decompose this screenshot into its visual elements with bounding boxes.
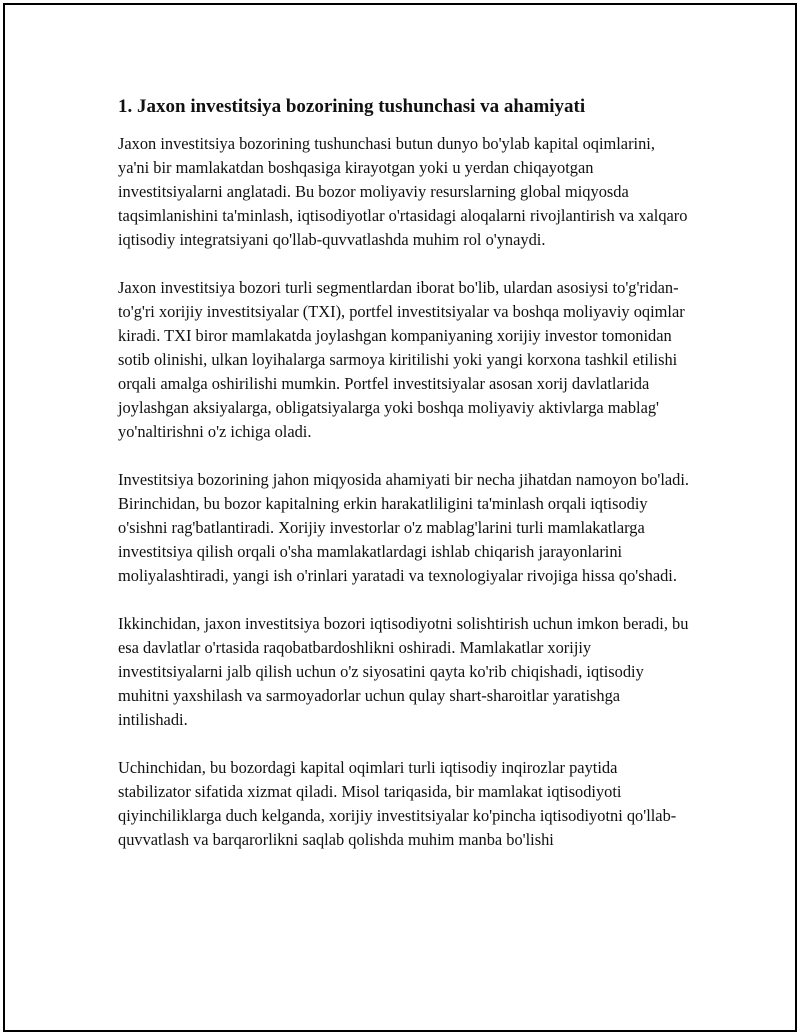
paragraph-2: Jaxon investitsiya bozori turli segmentlardan iborat bo'lib, ulardan asosiysi to'g'ridan-to'g'ri xorijiy investitsiyalar (TXI), portfel investitsiyalar va boshqa moliyaviy oqimlar kiradi. TXI biror mamlakatda joylashgan kompaniyaning xorijiy investor tomonidan sotib olinishi, ulkan loyihalarga sarmoya kiritilishi yoki yangi korxona tashkil etilishi orqali amalga oshirilishi mumkin. Portfel investitsiyalar asosan xorij davlatlarida joylashgan aksiyalarga, obligatsiyalarga yoki boshqa moliyaviy aktivlarga mablag' yo'naltirishni o'z ichiga oladi.: [118, 278, 685, 441]
document-body: [118, 96, 690, 876]
section-heading: 1. Jaxon investitsiya bozorining tushunchasi va ahamiyati: [118, 96, 586, 117]
paragraph-1: Jaxon investitsiya bozorining tushunchasi butun dunyo bo'ylab kapital oqimlarini, ya'ni bir mamlakatdan boshqasiga kirayotgan yoki u yerdan chiqayotgan investitsiyalarni anglatadi. Bu bozor moliyaviy resurslarning global miqyosda taqsimlanishini ta'minlash, iqtisodiyotlar o'rtasidagi aloqalarni rivojlantirish va xalqaro iqtisodiy integratsiyani qo'llab-quvvatlashda muhim rol o'ynaydi.: [118, 134, 688, 249]
paragraph-4: Ikkinchidan, jaxon investitsiya bozori iqtisodiyotni solishtirish uchun imkon beradi, bu esa davlatlar o'rtasida raqobatbardoshlikni oshiradi. Mamlakatlar xorijiy investitsiyalarni jalb qilish uchun o'z siyosatini qayta ko'rib chiqishadi, iqtisodiy muhitni yaxshilash va sarmoyadorlar uchun qulay shart-sharoitlar yaratishga intilishadi.: [118, 614, 689, 729]
paragraph-5: Uchinchidan, bu bozordagi kapital oqimlari turli iqtisodiy inqirozlar paytida stabilizator sifatida xizmat qiladi. Misol tariqasida, bir mamlakat iqtisodiyoti qiyinchiliklarga duch kelganda, xorijiy investitsiyalar ko'pincha iqtisodiyotni qo'llab-quvvatlash va barqarorlikni saqlab qolishda muhim manba bo'lishi: [118, 758, 677, 849]
paragraph-3: Investitsiya bozorining jahon miqyosida ahamiyati bir necha jihatdan namoyon bo'ladi. Birinchidan, bu bozor kapitalning erkin harakatliligini ta'minlash orqali iqtisodiy o'sishni rag'batlantiradi. Xorijiy investorlar o'z mablag'larini turli mamlakatlarga investitsiya qilish orqali o'sha mamlakatlardagi ishlab chiqarish jarayonlarini moliyalashtiradi, yangi ish o'rinlari yaratadi va texnologiyalar rivojiga hissa qo'shadi.: [118, 470, 690, 585]
